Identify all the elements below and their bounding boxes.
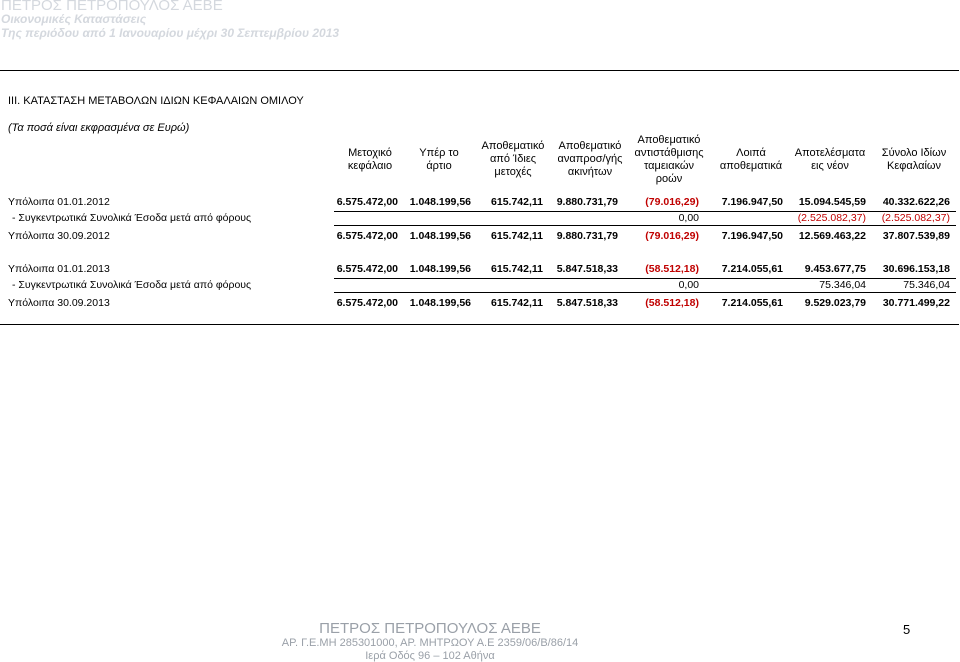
column-header-line: μετοχές xyxy=(494,166,532,178)
movement-row-label: - Συγκεντρωτικά Συνολικά Έσοδα μετά από φόρους xyxy=(12,279,252,291)
footer-company: ΠΕΤΡΟΣ ΠΕΤΡΟΠΟΥΛΟΣ ΑΕΒΕ xyxy=(319,620,541,637)
company-header: ΠΕΤΡΟΣ ΠΕΤΡΟΠΟΥΛΟΣ ΑΕΒΕ xyxy=(1,0,223,14)
column-header-line: ταμειακών xyxy=(643,160,695,172)
cell-value: 1.048.199,56 xyxy=(409,297,471,309)
cell-value: 6.575.472,00 xyxy=(336,196,398,208)
currency-note: (Τα ποσά είναι εκφρασμένα σε Ευρώ) xyxy=(8,122,190,134)
movement-row-label: - Συγκεντρωτικά Συνολικά Έσοδα μετά από φόρους xyxy=(12,212,252,224)
cell-value: (2.525.082,37) xyxy=(881,212,950,224)
cell-value: 7.214.055,61 xyxy=(721,297,783,309)
column-header-line: από Ίδιες xyxy=(489,153,537,165)
balance-row-label: Υπόλοιπα 30.09.2012 xyxy=(8,230,110,242)
cell-value: 7.196.947,50 xyxy=(721,196,783,208)
cell-value: 615.742,11 xyxy=(491,297,543,309)
period-subtitle: Της περιόδου από 1 Ιανουαρίου μέχρι 30 Σεπτεμβρίου 2013 xyxy=(1,26,340,40)
cell-value: 615.742,11 xyxy=(491,196,543,208)
cell-value: 15.094.545,59 xyxy=(798,196,866,208)
cell-value: (58.512,18) xyxy=(645,297,699,309)
cell-value: (79.016,29) xyxy=(645,196,699,208)
cell-value: 1.048.199,56 xyxy=(409,263,471,275)
cell-value: 6.575.472,00 xyxy=(336,230,398,242)
column-header-line: Αποθεματικό xyxy=(558,140,622,152)
cell-value: 6.575.472,00 xyxy=(336,263,398,275)
column-header-line: κεφάλαιο xyxy=(347,160,393,172)
column-header-line: αποθεματικά xyxy=(719,160,783,172)
footer-registration: ΑΡ. Γ.Ε.ΜΗ 285301000, ΑΡ. ΜΗΤΡΩΟΥ Α.Ε 2359/06/Β/86/14 xyxy=(281,637,579,649)
column-header xyxy=(869,147,959,173)
column-header xyxy=(545,140,635,179)
cell-value: (79.016,29) xyxy=(645,230,699,242)
column-header xyxy=(624,134,714,186)
column-header-line: Λοιπά xyxy=(736,147,766,159)
cell-value: 30.771.499,22 xyxy=(882,297,950,309)
column-header-line: εις νέον xyxy=(811,160,849,172)
cell-value: 5.847.518,33 xyxy=(556,263,618,275)
cell-value: 30.696.153,18 xyxy=(882,263,950,275)
cell-value: 75.346,04 xyxy=(903,279,950,291)
column-header-line: Κεφαλαίων xyxy=(887,160,941,172)
cell-value: 0,00 xyxy=(678,279,699,291)
cell-value: (2.525.082,37) xyxy=(797,212,866,224)
column-header-line: ροών xyxy=(655,173,683,185)
row-rule xyxy=(334,292,956,293)
column-header-line: Υπέρ το xyxy=(419,147,459,159)
column-header-line: Αποτελέσματα xyxy=(794,147,866,159)
row-rule xyxy=(334,278,956,279)
cell-value: (58.512,18) xyxy=(645,263,699,275)
column-header-line: Αποθεματικό xyxy=(637,134,701,146)
balance-row-label: Υπόλοιπα 01.01.2013 xyxy=(8,263,110,275)
cell-value: 12.569.463,22 xyxy=(798,230,866,242)
balance-row-label: Υπόλοιπα 30.09.2013 xyxy=(8,297,110,309)
footer-address: Ιερά Οδός 96 – 102 Αθήνα xyxy=(365,650,495,662)
cell-value: 9.529.023,79 xyxy=(804,297,866,309)
section-title: ΙΙΙ. ΚΑΤΑΣΤΑΣΗ ΜΕΤΑΒΟΛΩΝ ΙΔΙΩΝ ΚΕΦΑΛΑΙΩΝ ΟΜΙΛΟΥ xyxy=(8,95,304,107)
column-header xyxy=(706,147,796,173)
cell-value: 615.742,11 xyxy=(491,230,543,242)
balance-row-label: Υπόλοιπα 01.01.2012 xyxy=(8,196,110,208)
cell-value: 5.847.518,33 xyxy=(556,297,618,309)
column-header xyxy=(785,147,875,173)
row-rule xyxy=(334,225,956,226)
column-header-line: Αποθεματικό xyxy=(481,140,545,152)
cell-value: 9.880.731,79 xyxy=(556,196,618,208)
column-header-line: Μετοχικό xyxy=(348,147,392,159)
column-header-line: Σύνολο Ιδίων xyxy=(881,147,947,159)
cell-value: 40.332.622,26 xyxy=(882,196,950,208)
cell-value: 7.214.055,61 xyxy=(721,263,783,275)
column-header-line: άρτιο xyxy=(426,160,452,172)
cell-value: 1.048.199,56 xyxy=(409,196,471,208)
cell-value: 0,00 xyxy=(678,212,699,224)
cell-value: 37.807.539,89 xyxy=(882,230,950,242)
cell-value: 6.575.472,00 xyxy=(336,297,398,309)
page-number: 5 xyxy=(903,622,911,637)
cell-value: 9.880.731,79 xyxy=(556,230,618,242)
statements-subtitle: Οικονομικές Καταστάσεις xyxy=(1,12,147,26)
cell-value: 75.346,04 xyxy=(819,279,866,291)
cell-value: 615.742,11 xyxy=(491,263,543,275)
column-header-line: αναπροσ/γής xyxy=(557,153,623,165)
cell-value: 7.196.947,50 xyxy=(721,230,783,242)
column-header-line: ακινήτων xyxy=(567,166,613,178)
row-rule xyxy=(334,211,956,212)
cell-value: 1.048.199,56 xyxy=(409,230,471,242)
cell-value: 9.453.677,75 xyxy=(804,263,866,275)
column-header-line: αντιστάθμισης xyxy=(634,147,704,159)
